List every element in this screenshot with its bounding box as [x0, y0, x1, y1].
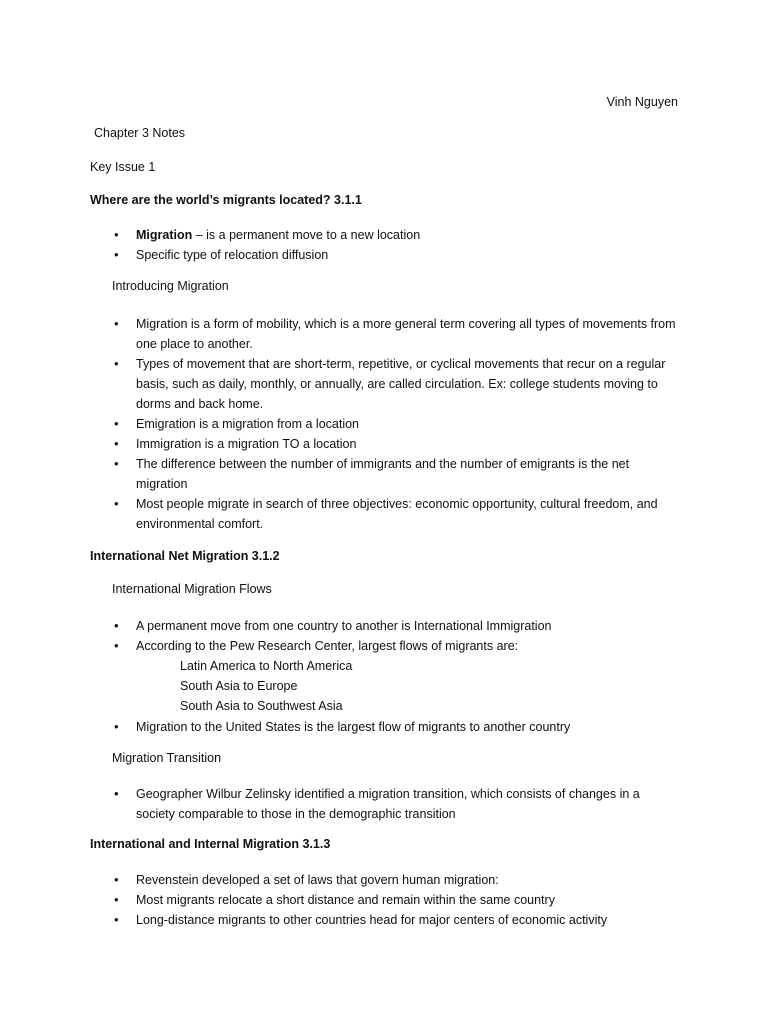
subheading-migration-flows: International Migration Flows — [112, 582, 272, 596]
list-item: • Geographer Wilbur Zelinsky identified a migration transition, which consists of changes in a society comparable to those in the demographic transition — [112, 784, 682, 824]
list-item: • Long-distance migrants to other countries head for major centers of economic activity — [112, 910, 672, 930]
section-heading-3-1-3: International and Internal Migration 3.1.3 — [90, 837, 331, 851]
list-item: • Immigration is a migration TO a location — [112, 434, 682, 454]
list-item: • A permanent move from one country to another is International Immigration — [112, 616, 672, 636]
list-item: • Types of movement that are short-term, repetitive, or cyclical movements that recur on a regular basis, such as daily, monthly, or annually, are called circulation. Ex: college students moving to dorms and back home. — [112, 354, 682, 414]
subheading-introducing-migration: Introducing Migration — [112, 279, 229, 293]
list-item: • Emigration is a migration from a location — [112, 414, 682, 434]
migration-flows-list-continued — [112, 717, 672, 737]
definition-list — [112, 225, 672, 265]
revenstein-laws-list — [112, 870, 672, 930]
list-item: • Migration – is a permanent move to a new location — [112, 225, 672, 245]
list-item: • Migration is a form of mobility, which is a more general term covering all types of movements from one place to another. — [112, 314, 682, 354]
key-issue-label: Key Issue 1 — [90, 160, 156, 174]
section-heading-3-1-1: Where are the world’s migrants located? 3.1.1 — [90, 193, 362, 207]
list-item: • According to the Pew Research Center, largest flows of migrants are: — [112, 636, 672, 656]
chapter-title: Chapter 3 Notes — [94, 126, 186, 140]
migration-transition-list — [112, 784, 682, 824]
term-migration: Migration — [136, 228, 193, 242]
subheading-migration-transition: Migration Transition — [112, 751, 222, 765]
list-item: • Most migrants relocate a short distance and remain within the same country — [112, 890, 672, 910]
flow-item: Latin America to North America — [180, 659, 353, 673]
migration-flows-list — [112, 616, 672, 656]
list-item: • Revenstein developed a set of laws that govern human migration: — [112, 870, 672, 890]
list-item: • Specific type of relocation diffusion — [112, 245, 672, 265]
list-item: • Migration to the United States is the largest flow of migrants to another country — [112, 717, 672, 737]
list-item: • The difference between the number of immigrants and the number of emigrants is the net migration — [112, 454, 682, 494]
introducing-migration-list — [112, 314, 682, 534]
section-heading-3-1-2: International Net Migration 3.1.2 — [90, 549, 280, 563]
author-name: Vinh Nguyen — [606, 95, 678, 109]
flow-item: South Asia to Europe — [180, 679, 298, 693]
list-item: • Most people migrate in search of three objectives: economic opportunity, cultural freedom, and environmental comfort. — [112, 494, 682, 534]
flow-item: South Asia to Southwest Asia — [180, 699, 343, 713]
